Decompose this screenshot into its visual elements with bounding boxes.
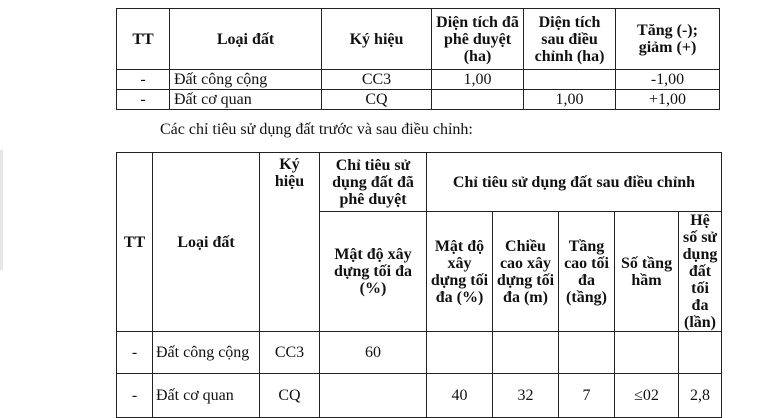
cell-chieu-cao (493, 332, 559, 374)
header-tt: TT (117, 9, 170, 70)
header-ky-hieu: Ký hiệu (322, 9, 432, 70)
scan-edge-shadow (0, 150, 3, 270)
cell-he-so (679, 332, 722, 374)
cell-tt: - (117, 70, 170, 90)
table-row (117, 332, 722, 374)
header-dien-tich-sau-dieu-chinh: Diện tích sau điều chỉnh (ha) (524, 9, 616, 70)
cell-dien-tich-phe-duyet: 1,00 (432, 70, 524, 90)
header-loai-dat: Loại đất (153, 153, 260, 332)
header-mat-do-phe-duyet: Mật độ xây dựng tối đa (%) (320, 212, 427, 332)
cell-tang-cao (559, 332, 615, 374)
cell-tang-giam: -1,00 (616, 70, 720, 90)
header-chi-tieu-sau-dieu-chinh: Chỉ tiêu sử dụng đất sau điều chỉnh (427, 153, 722, 212)
cell-he-so: 2,8 (679, 374, 722, 418)
cell-so-tang-ham: ≤02 (615, 374, 679, 418)
cell-tt: - (117, 374, 153, 418)
cell-dien-tich-sau (524, 70, 616, 90)
table-row (117, 90, 720, 110)
header-loai-dat: Loại đất (170, 9, 322, 70)
cell-tt: - (117, 332, 153, 374)
cell-tang-cao: 7 (559, 374, 615, 418)
cell-ky-hieu: CQ (260, 374, 320, 418)
cell-dien-tich-phe-duyet (432, 90, 524, 110)
cell-tang-giam: +1,00 (616, 90, 720, 110)
table-header-row (117, 153, 722, 212)
cell-ky-hieu: CQ (322, 90, 432, 110)
header-chieu-cao: Chiều cao xây dựng tối đa (m) (493, 212, 559, 332)
cell-tt: - (117, 90, 170, 110)
header-so-tang-ham: Số tầng hầm (615, 212, 679, 332)
cell-ky-hieu: CC3 (322, 70, 432, 90)
header-ky-hieu: Ký hiệu (260, 153, 320, 332)
header-tang-cao: Tầng cao tối đa (tầng) (559, 212, 615, 332)
cell-mat-do-sau (427, 332, 493, 374)
header-tang-giam: Tăng (-); giảm (+) (616, 9, 720, 70)
land-use-indicators-table (116, 152, 722, 418)
table-row (117, 70, 720, 90)
cell-loai-dat: Đất công cộng (153, 332, 260, 374)
table-header-row (117, 9, 720, 70)
cell-ky-hieu: CC3 (260, 332, 320, 374)
header-mat-do-sau: Mật độ xây dựng tối đa (%) (427, 212, 493, 332)
header-dien-tich-phe-duyet: Diện tích đã phê duyệt (ha) (432, 9, 524, 70)
cell-so-tang-ham (615, 332, 679, 374)
cell-dien-tich-sau: 1,00 (524, 90, 616, 110)
header-chi-tieu-phe-duyet: Chỉ tiêu sử dụng đất đã phê duyệt (320, 153, 427, 212)
cell-loai-dat: Đất công cộng (170, 70, 322, 90)
cell-mat-do-sau: 40 (427, 374, 493, 418)
cell-mat-do-phe-duyet: 60 (320, 332, 427, 374)
header-tt: TT (117, 153, 153, 332)
cell-loai-dat: Đất cơ quan (153, 374, 260, 418)
header-he-so: Hệ số sử dụng đất tối đa (lần) (679, 212, 722, 332)
cell-mat-do-phe-duyet (320, 374, 427, 418)
table-row (117, 374, 722, 418)
cell-loai-dat: Đất cơ quan (170, 90, 322, 110)
cell-chieu-cao: 32 (493, 374, 559, 418)
land-area-table (116, 8, 720, 110)
table-caption: Các chỉ tiêu sử dụng đất trước và sau điều chỉnh: (160, 121, 473, 138)
